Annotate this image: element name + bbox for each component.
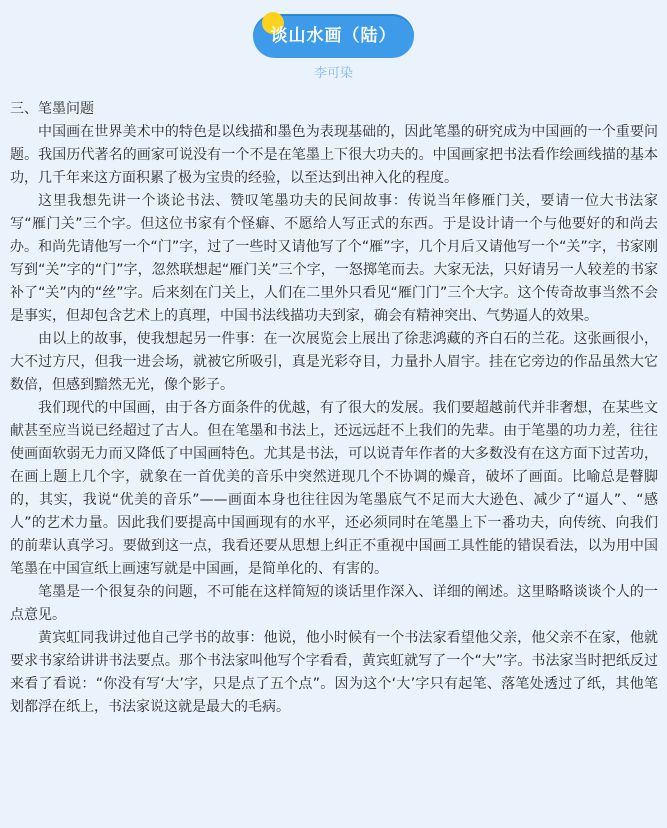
paragraph: 笔墨是一个很复杂的问题，不可能在这样简短的谈话里作深入、详细的阐述。这里略略谈谈个人的一点意见。 xyxy=(10,584,658,623)
paragraph: 我们现代的中国画，由于各方面条件的优越，有了很大的发展。我们要超越前代并非奢想，在某些文献甚至应当说已经超过了古人。但在笔墨和书法上，还远远赶不上我们的先辈。由于笔墨的功力差，往往使画面软弱无力而又降低了中国画特色。尤其是书法，可以说青年作者的大多数没有在这方面下过苦功，在画上题上几个字，就象在一首优美的音乐中突然迸现几个不协调的燥音，破坏了画面。比喻总是瞽脚的，其实，我说“优美的音乐”——画面本身也往往因为笔墨底气不足而大大逊色、减少了“逼人”、“感人”的艺术力量。因此我们要提高中国画现有的水平，还必须同时在笔墨上下一番功夫，向传统、向我们的前辈认真学习。要做到这一点，我看还要从思想上纠正不重视中国画工具性能的错误看法，以为用中国笔墨在中国宣纸上画速写就是中国画，是简单化的、有害的。 xyxy=(10,400,658,577)
article-author: 李可染 xyxy=(313,66,353,81)
section-heading: 三、笔墨问题 xyxy=(10,101,94,117)
article-body xyxy=(10,98,658,719)
paragraph: 黄宾虹同我讲过他自己学书的故事：他说，他小时候有一个书法家看望他父亲，他父亲不在家，他就要求书家给讲讲书法要点。那个书法家叫他写个字看看，黄宾虹就写了一个“大”字。书法家当时把纸反过来看了看说：“你没有写‘大’字，只是点了五个点”。因为这个‘大’字只有起笔、落笔处透过了纸，其他笔划都浮在纸上，书法家说这就是最大的毛病。 xyxy=(10,630,658,715)
paragraph: 中国画在世界美术中的特色是以线描和墨色为表现基础的，因此笔墨的研究成为中国画的一个重要问题。我国历代著名的画家可说没有一个不是在笔墨上下很大功夫的。中国画家把书法看作绘画线描的基本功，几千年来这方面积累了极为宝贵的经验，以至达到出神入化的程度。 xyxy=(10,124,658,186)
article-title: 谈山水画（陆） xyxy=(270,26,397,46)
article-header xyxy=(0,0,667,98)
paragraph: 这里我想先讲一个谈论书法、赞叹笔墨功夫的民间故事：传说当年修雁门关，要请一位大书法家写“雁门关”三个字。但这位书家有个怪癖、不愿给人写正式的东西。于是设计请一个与他要好的和尚去办。和尚先请他写一个“门”字，过了一些时又请他写了个“雁”字，几个月后又请他写一个“关”字，书家刚写到“关”字的“门”字，忽然联想起“雁门关”三个字，一怒掷笔而去。大家无法，只好请另一人较差的书家补了“关”内的“丝”字。后来刻在门关上，人们在二里外只看见“雁门门”三个大字。这个传奇故事当然不会是事实，但却包含艺术上的真理，中国书法线描功夫到家，确会有精神突出、气势逼人的效果。 xyxy=(10,193,658,324)
paragraph: 由以上的故事，使我想起另一件事：在一次展览会上展出了徐悲鸿藏的齐白石的兰花。这张画很小，大不过方尺，但我一进会场，就被它所吸引，真是光彩夺目，力量扑人眉宇。挂在它旁边的作品虽然大它数倍，但感到黯然无光，像个影子。 xyxy=(10,331,658,393)
